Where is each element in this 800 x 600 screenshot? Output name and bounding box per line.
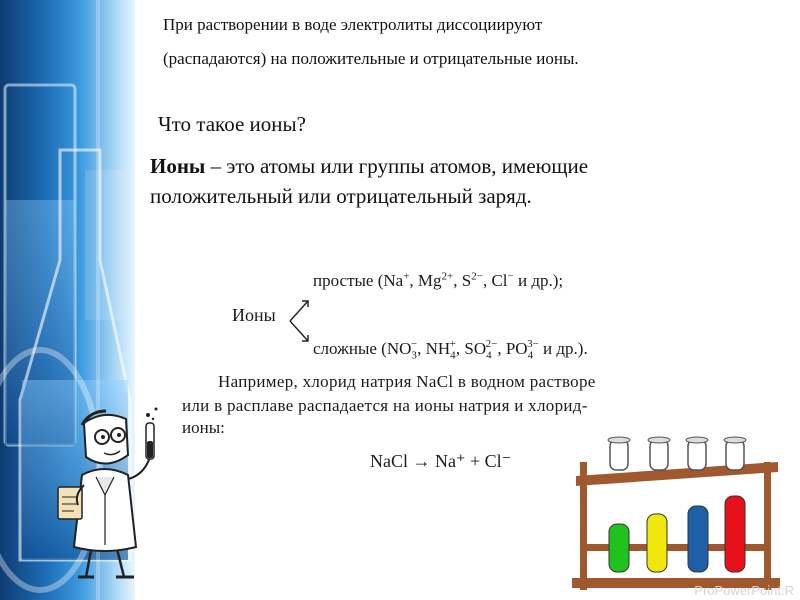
yellow-tube — [647, 514, 667, 572]
scientist-icon — [44, 405, 174, 580]
definition-term: Ионы — [150, 154, 206, 178]
example-line-2: или в расплаве распадается на ионы натрия и хлорид- — [182, 396, 588, 415]
intro-line-2: (распадаются) на положительные и отрицательные ионы. — [163, 49, 579, 68]
simple-ions-suffix: и др.); — [513, 271, 564, 290]
blue-tube — [688, 506, 708, 572]
branch-arrows-icon — [288, 296, 314, 346]
green-tube — [609, 524, 629, 572]
definition-rest: – это атомы или группы атомов, имеющие — [205, 154, 589, 178]
red-tube — [725, 496, 745, 572]
complex-ions-prefix: сложные (NO — [313, 339, 412, 358]
test-tube-rack-icon — [572, 432, 782, 592]
watermark: ProPowerPoint.R — [694, 583, 794, 598]
nacl-equation: NaCl → Na⁺ + Cl⁻ — [370, 451, 512, 471]
ions-label: Ионы — [232, 305, 276, 325]
question-heading: Что такое ионы? — [158, 112, 306, 136]
ion-definition — [150, 151, 588, 211]
definition-line-2: положительный или отрицательный заряд. — [150, 184, 532, 208]
simple-ions-prefix: простые (Na — [313, 271, 404, 290]
example-line-3: ионы: — [182, 418, 225, 437]
complex-ions-suffix: и др.). — [538, 339, 588, 358]
example-line-1: Например, хлорид натрия NaCl в водном растворе — [218, 372, 596, 391]
intro-text — [163, 8, 579, 76]
intro-line-1: При растворении в воде электролиты диссоциируют — [163, 15, 543, 34]
complex-ions-line: сложные ($NO_3^-$, $NH_4^+$, $SO_4^{2-}$, $PO_4^{3-}$ и др.). — [313, 338, 588, 362]
simple-ions-line: простые (Na+, $Mg^{2+}$, $S^{2-}$, Cl− и др.); — [313, 270, 564, 290]
